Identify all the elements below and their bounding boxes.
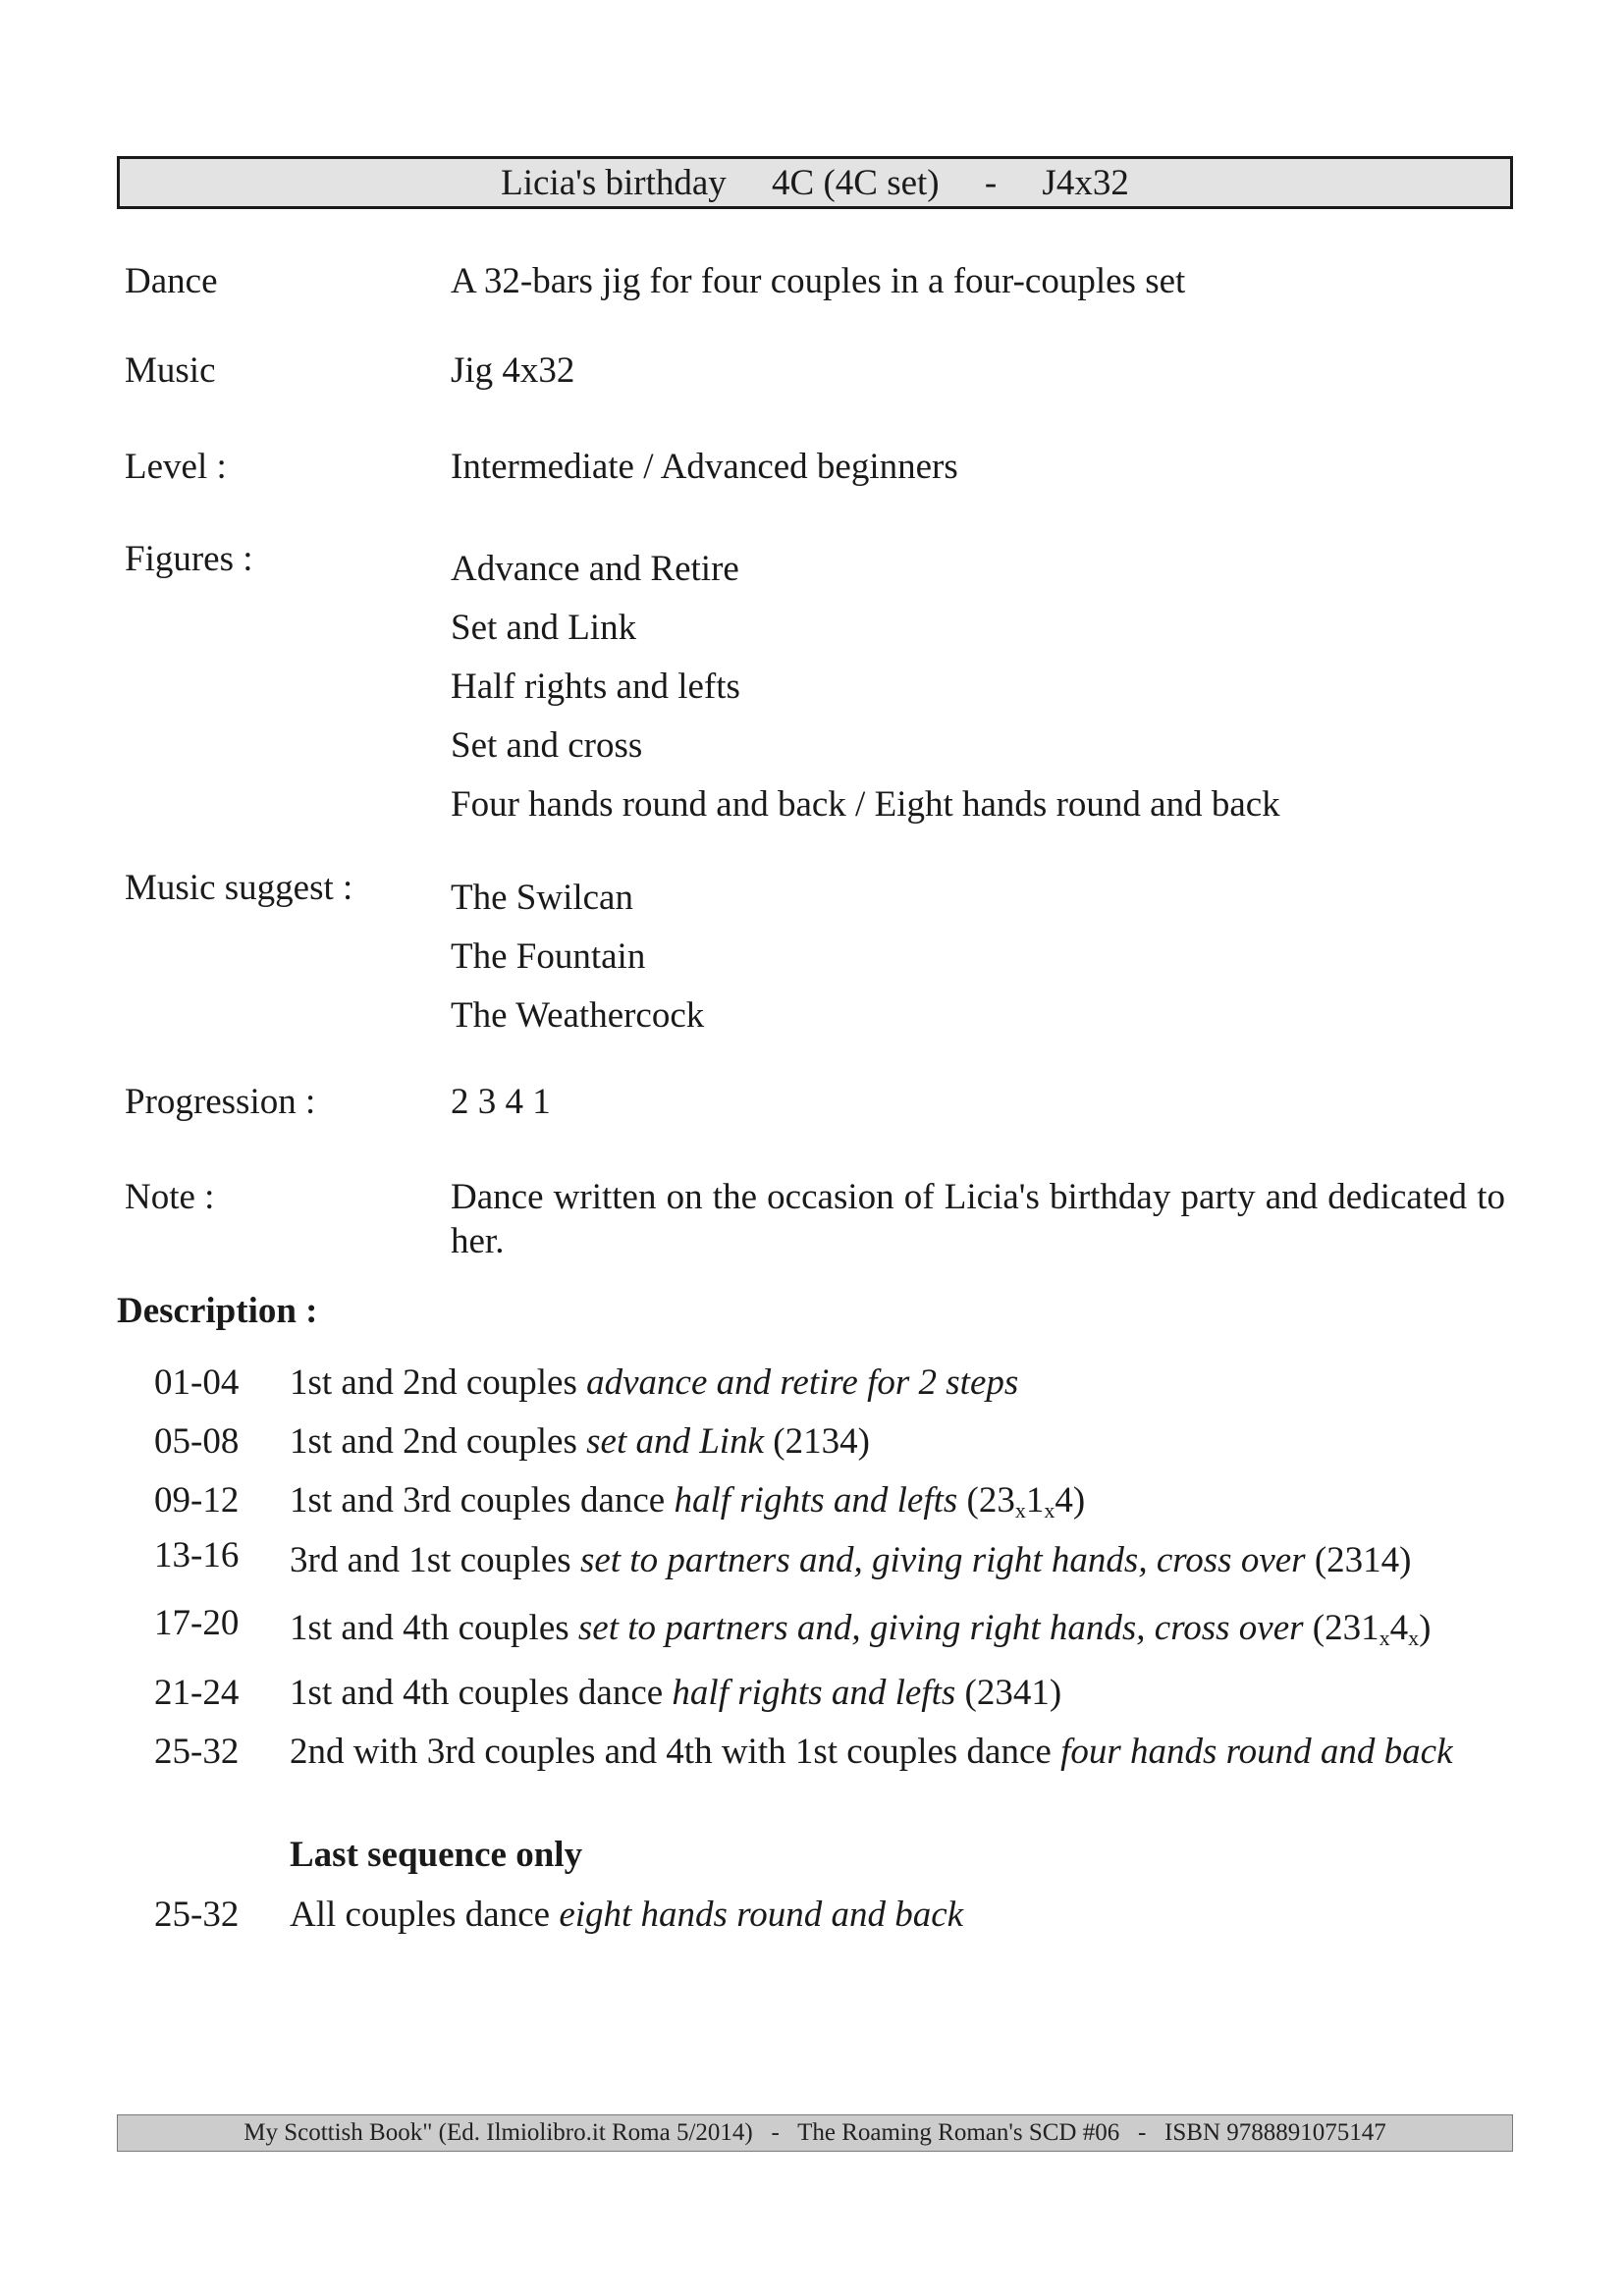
description-heading: Description : — [117, 1291, 318, 1331]
dance-value: A 32-bars jig for four couples in a four-couples set — [451, 261, 1186, 301]
music-suggest-list — [451, 869, 704, 1045]
figure-item: Four hands round and back / Eight hands round and back — [451, 784, 1280, 825]
footer-bar — [117, 2114, 1513, 2152]
figure-item: Set and Link — [451, 608, 637, 648]
figures-list — [451, 540, 1280, 834]
bar-range: 25-32 — [154, 1732, 240, 1772]
bar-range: 25-32 — [154, 1895, 240, 1935]
note-value: Dance written on the occasion of Licia's birthday party and dedicated to her. — [451, 1177, 1505, 1261]
description-text: 1st and 3rd couples dance half rights and lefts $(23_x1_x4)$ — [290, 1480, 1086, 1522]
description-row — [0, 1419, 1623, 1468]
bar-range: 21-24 — [154, 1673, 240, 1713]
description-row — [0, 1671, 1623, 1720]
dance-title-box — [117, 156, 1513, 209]
bar-range: 13-16 — [154, 1535, 240, 1575]
last-sequence-label: Last sequence only — [290, 1835, 583, 1875]
progression-value: 2 3 4 1 — [451, 1082, 551, 1122]
description-row — [0, 1893, 1623, 1942]
bar-range: 05-08 — [154, 1421, 240, 1462]
description-text: 1st and 2nd couples advance and retire for 2 steps — [290, 1362, 1019, 1403]
level-label: Level : — [125, 447, 227, 487]
description-text: 1st and 4th couples set to partners and, giving right hands, cross over $(231_x4_x)$ — [290, 1608, 1432, 1650]
music-value: Jig 4x32 — [451, 350, 575, 391]
figure-item: Half rights and lefts — [451, 667, 740, 707]
footer-text: My Scottish Book" (Ed. Ilmiolibro.it Roma 5/2014) - The Roaming Roman's SCD #06 - ISBN 9788891075147 — [243, 2119, 1386, 2146]
figures-label: Figures : — [125, 539, 253, 579]
dance-label: Dance — [125, 261, 218, 301]
music-suggest-item: The Weathercock — [451, 995, 705, 1036]
dance-title: Licia's birthday 4C (4C set) - J4x32 — [501, 162, 1129, 203]
description-row — [0, 1603, 1623, 1655]
figure-item: Advance and Retire — [451, 549, 739, 589]
description-row — [0, 1730, 1623, 1823]
description-text: 1st and 4th couples dance half rights and lefts (2341) — [290, 1673, 1062, 1713]
description-text: All couples dance eight hands round and back — [290, 1895, 964, 1935]
description-text: 3rd and 1st couples set to partners and, giving right hands, cross over (2314) — [290, 1540, 1412, 1580]
note-label: Note : — [125, 1177, 215, 1217]
bar-range: 01-04 — [154, 1362, 240, 1403]
description-text: 2nd with 3rd couples and 4th with 1st couples dance four hands round and back — [290, 1732, 1453, 1772]
figure-item: Set and cross — [451, 725, 643, 766]
description-row — [0, 1478, 1623, 1527]
progression-label: Progression : — [125, 1082, 316, 1122]
music-label: Music — [125, 350, 216, 391]
music-suggest-item: The Swilcan — [451, 878, 633, 918]
music-suggest-item: The Fountain — [451, 936, 646, 977]
bar-range: 17-20 — [154, 1603, 240, 1643]
description-row — [0, 1535, 1623, 1587]
music-suggest-label: Music suggest : — [125, 868, 353, 908]
level-value: Intermediate / Advanced beginners — [451, 447, 958, 487]
bar-range: 09-12 — [154, 1480, 240, 1521]
description-row — [0, 1361, 1623, 1410]
description-text: 1st and 2nd couples set and Link (2134) — [290, 1421, 870, 1462]
